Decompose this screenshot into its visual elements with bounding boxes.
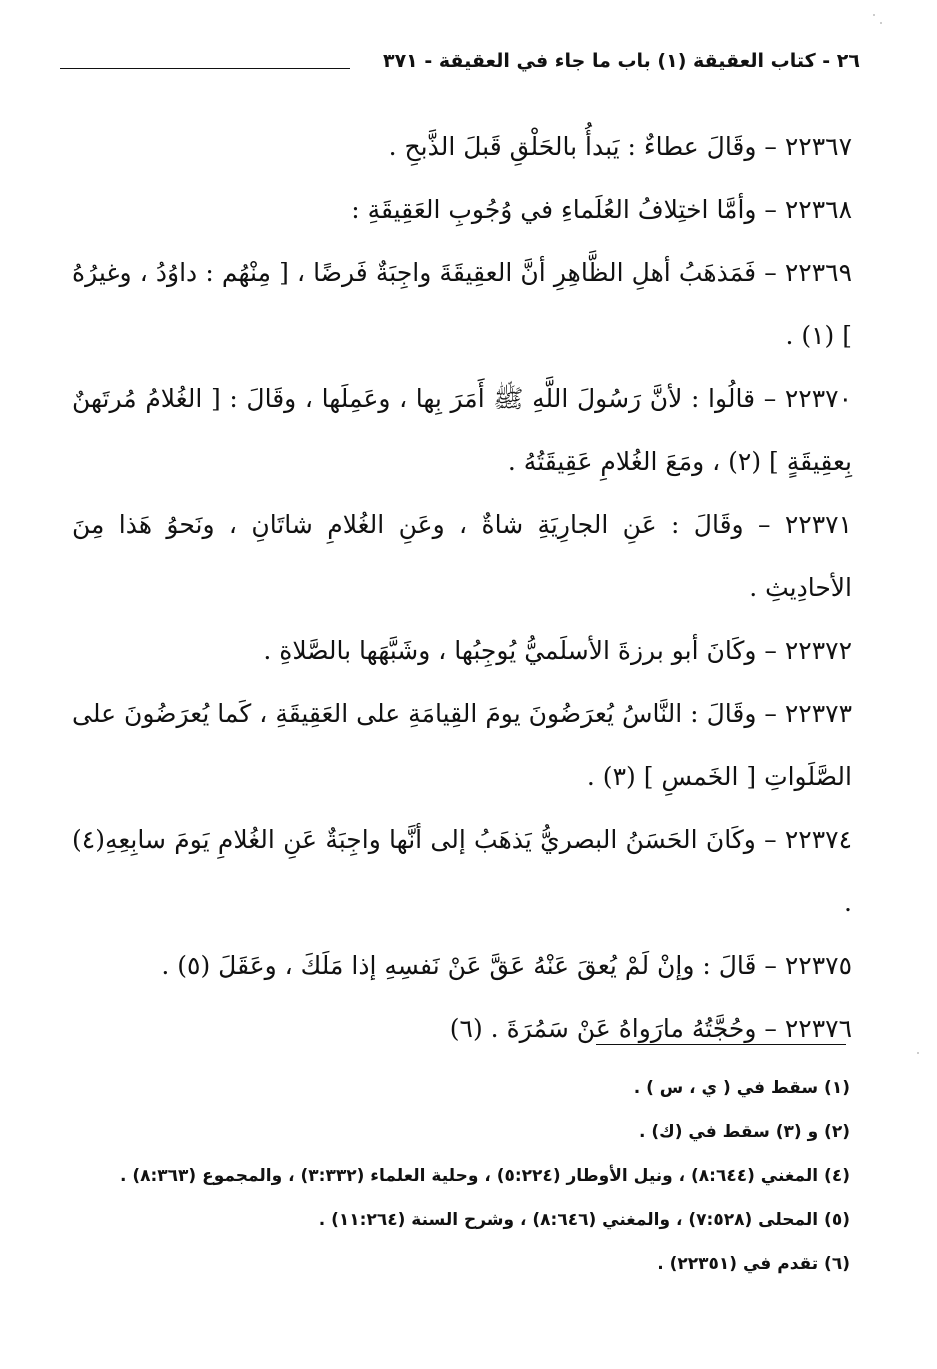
footnote-separator [596,1044,846,1045]
scan-speck [917,1052,919,1054]
scan-speck [873,14,875,16]
footnote-1: (١) سقط في ( ي ، س ) . [633,1078,850,1098]
footnote-5: (٥) المحلى (٧:٥٢٨) ، والمغني (٨:٦٤٦) ، وشرح السنة (١١:٢٦٤) . [318,1210,850,1230]
paragraph-22376: ٢٢٣٧٦ – وحُجَّتُهُ مارَواهُ عَنْ سَمُرَةَ . (٦) [449,1014,852,1043]
paragraph-22367: ٢٢٣٦٧ – وقَالَ عطاءٌ : يَبدأُ بالحَلْقِ قَبلَ الذَّبحِ . [388,132,852,161]
running-title: ٢٦ - كتاب العقيقة (١) باب ما جاء في العقيقة - ٣٧١ [382,50,860,72]
running-header [60,46,860,80]
header-rule [60,68,350,69]
paragraph-22371: ٢٢٣٧١ – وقَالَ : عَنِ الجارِيَةِ شاةٌ ، وعَنِ الغُلامِ شاتَانِ ، ونَحوُ هَذا مِنَ الأحادِيثِ . [72,510,852,602]
scan-speck [880,22,882,24]
paragraph-22374: ٢٢٣٧٤ – وكَانَ الحَسَنُ البصريُّ يَذهَبُ إلى أنَّها واجِبَةٌ عَنِ الغُلامِ يَومَ سابِعِهِ(٤) . [72,825,852,917]
footnote-2-3: (٢) و (٣) سقط في (ك) . [638,1122,850,1142]
paragraph-22370: ٢٢٣٧٠ – قالُوا : لأنَّ رَسُولَ اللَّهِ ﷺ أَمَرَ بِها ، وعَمِلَها ، وقَالَ : [ الغُلامُ مُرتَهنٌ بِعقِيقَةٍ ] (٢) ، ومَعَ الغُلامِ عَقِيقَتُهُ . [72,384,852,476]
footnote-6: (٦) تقدم في (٢٢٣٥١) . [657,1254,850,1274]
paragraph-22372: ٢٢٣٧٢ – وكَانَ أبو برزةَ الأسلَميُّ يُوجِبُها ، وشَبَّهَها بالصَّلاةِ . [263,636,852,665]
paragraph-22375: ٢٢٣٧٥ – قَالَ : وإنْ لَمْ يُعقَ عَنْهُ عَقَّ عَنْ نَفسِهِ إذا مَلَكَ ، وعَقَلَ (٥) . [161,951,852,980]
paragraph-22369: ٢٢٣٦٩ – فَمَذهَبُ أهلِ الظَّاهِرِ أنَّ العقِيقَةَ واجِبَةٌ فَرضًا ، [ مِنْهُم : داوُدُ ، وغيرُهُ ] (١) . [72,258,852,350]
paragraph-22373: ٢٢٣٧٣ – وقَالَ : النَّاسُ يُعرَضُونَ يومَ القِيامَةِ على العَقِيقَةِ ، كَما يُعرَضُونَ على الصَّلَواتِ [ الخَمسِ ] (٣) . [72,699,852,791]
paragraph-22368: ٢٢٣٦٨ – وأمَّا اختِلافُ العُلَماءِ في وُجُوبِ العَقِيقَةِ : [351,195,852,224]
main-text [72,115,852,1060]
footnotes [80,1066,850,1286]
footnote-4: (٤) المغني (٨:٦٤٤) ، ونيل الأوطار (٥:٢٢٤) ، وحلية العلماء (٣:٣٣٢) ، والمجموع (٨:٣٦٣) . [119,1166,850,1186]
